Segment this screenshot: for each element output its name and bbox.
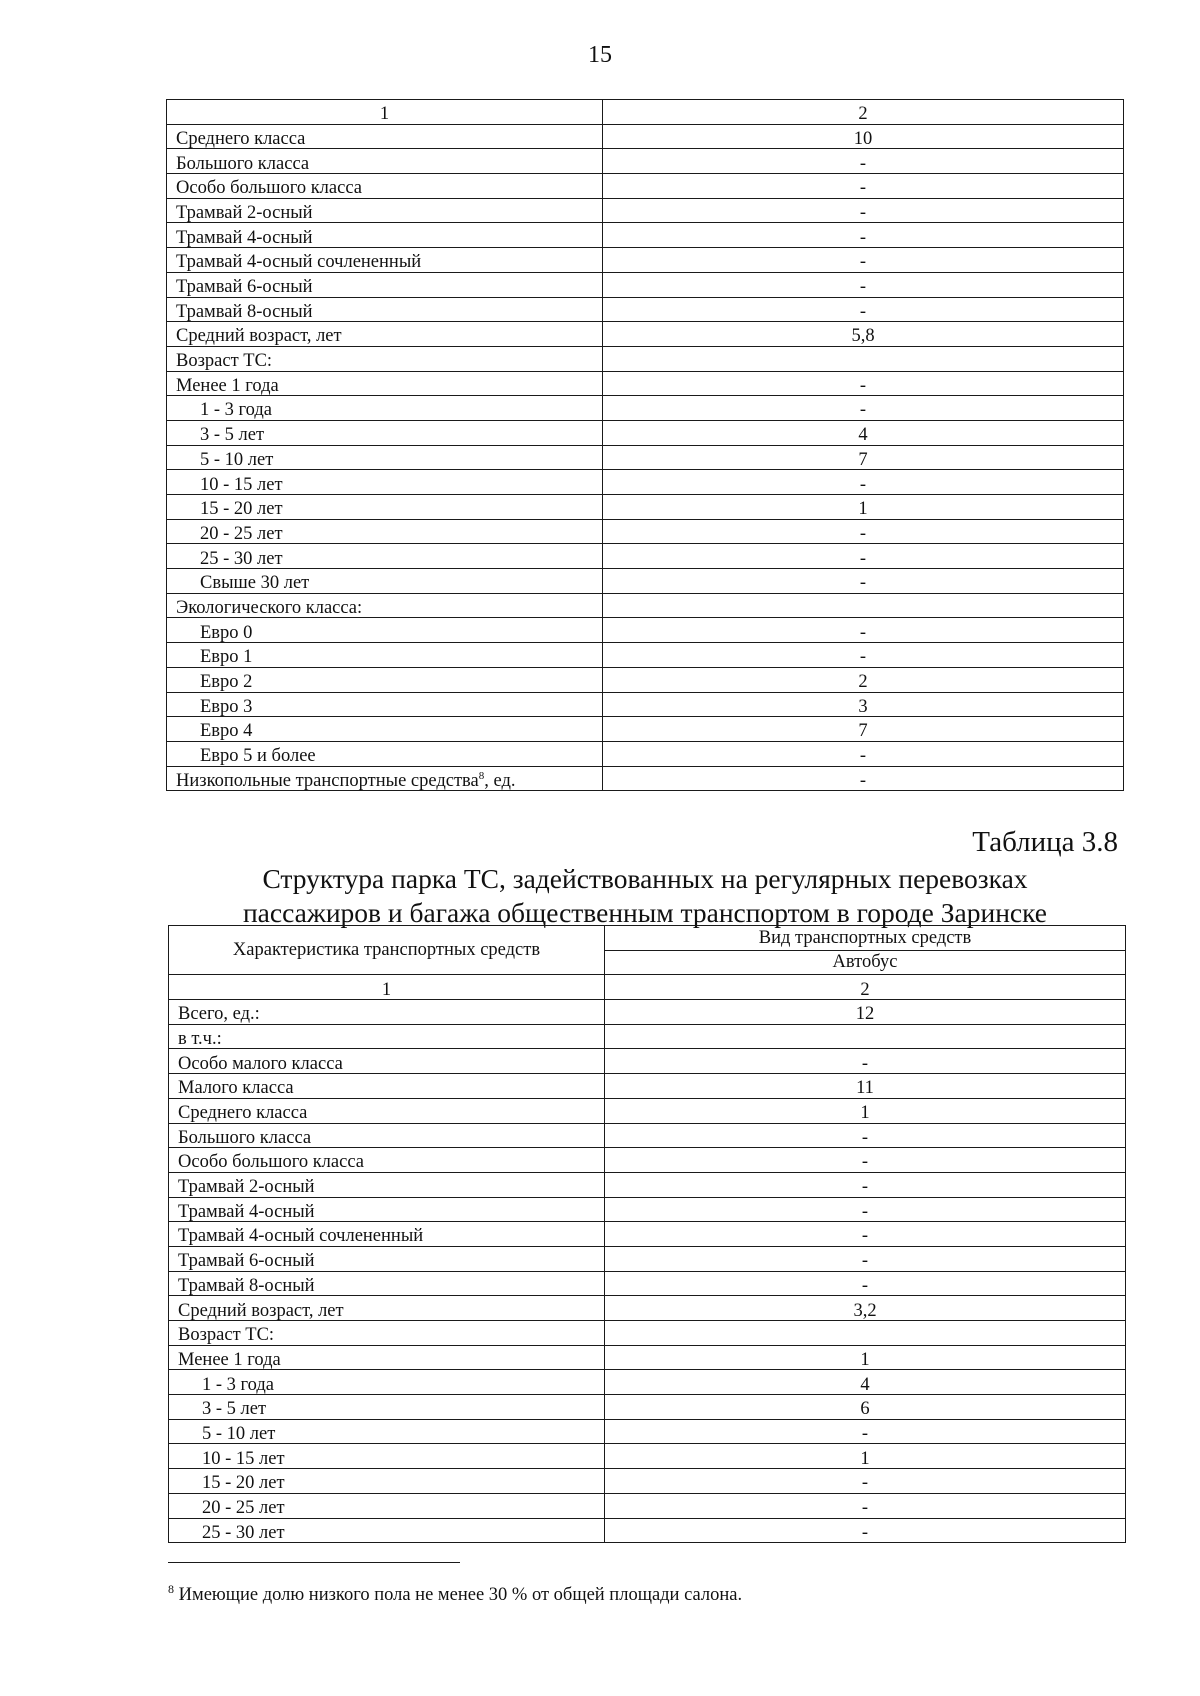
row-label (169, 975, 605, 1000)
row-label-text: Возраст ТС: (178, 1325, 275, 1346)
row-value: - (605, 1419, 1126, 1444)
row-value: 5,8 (603, 322, 1124, 347)
table-row (169, 1148, 1126, 1173)
header-bus: Автобус (605, 950, 1126, 975)
row-label (169, 1395, 605, 1420)
row-label (169, 1222, 605, 1247)
table-caption (150, 862, 1140, 930)
footnote-marker: 8 (168, 1582, 174, 1596)
row-label-text: Возраст ТС: (176, 351, 273, 372)
row-value: 10 (603, 124, 1124, 149)
row-value: 4 (603, 420, 1124, 445)
table-row (167, 692, 1124, 717)
row-value (603, 346, 1124, 371)
row-label-text: Средний возраст, лет (178, 1300, 344, 1321)
table-row (167, 396, 1124, 421)
vehicle-fleet-table-continued (166, 99, 1124, 791)
row-value: - (605, 1469, 1126, 1494)
row-label-text: Трамвай 4-осный сочлененный (178, 1226, 424, 1247)
caption-line: Структура парка ТС, задействованных на регулярных перевозках (262, 863, 1028, 894)
row-label (167, 544, 603, 569)
table-row (167, 495, 1124, 520)
table-row (167, 470, 1124, 495)
row-label-text: Евро 0 (200, 622, 253, 643)
row-value: - (605, 1049, 1126, 1074)
row-label-text: 1 (381, 979, 392, 1000)
row-label (167, 198, 603, 223)
row-label (169, 1271, 605, 1296)
table-row (167, 198, 1124, 223)
row-label-text: Средний возраст, лет (176, 326, 342, 347)
row-label (167, 420, 603, 445)
row-value: 2 (603, 100, 1124, 125)
row-value: - (605, 1123, 1126, 1148)
row-label (167, 371, 603, 396)
row-label (169, 1345, 605, 1370)
row-value: - (603, 741, 1124, 766)
row-value (605, 1321, 1126, 1346)
row-label (167, 149, 603, 174)
row-label (167, 124, 603, 149)
row-value: - (603, 569, 1124, 594)
row-label-text: 1 - 3 года (202, 1374, 275, 1395)
table-row (167, 223, 1124, 248)
row-label (169, 1024, 605, 1049)
table-row (167, 248, 1124, 273)
row-label (167, 519, 603, 544)
table-row (167, 272, 1124, 297)
row-label-text: Трамвай 2-осный (178, 1177, 315, 1198)
table-row (167, 643, 1124, 668)
table-number-label: Таблица 3.8 (972, 826, 1118, 858)
row-label (169, 1074, 605, 1099)
row-label-text: Евро 5 и более (200, 746, 316, 767)
row-label-text: Трамвай 4-осный сочлененный (176, 252, 422, 273)
row-value: - (603, 643, 1124, 668)
table-row (167, 519, 1124, 544)
row-label-text: 20 - 25 лет (200, 523, 283, 544)
row-label-text: в т.ч.: (178, 1028, 222, 1049)
row-label (169, 1370, 605, 1395)
row-label (169, 1296, 605, 1321)
table-row (169, 1419, 1126, 1444)
row-label (167, 297, 603, 322)
row-value: - (603, 470, 1124, 495)
table-row (169, 1518, 1126, 1543)
row-label (169, 1197, 605, 1222)
row-label-text: Трамвай 8-осный (176, 301, 313, 322)
row-label-text: Евро 3 (200, 696, 253, 717)
row-label-text: 5 - 10 лет (200, 449, 274, 470)
row-label (169, 1321, 605, 1346)
table-row (167, 322, 1124, 347)
row-label (169, 1172, 605, 1197)
table-row (167, 569, 1124, 594)
row-label (167, 569, 603, 594)
table-header-row (169, 926, 1126, 951)
row-value: - (603, 198, 1124, 223)
table-body (167, 100, 1124, 791)
row-label (167, 272, 603, 297)
row-value: - (603, 618, 1124, 643)
row-label-text: Среднего класса (178, 1103, 308, 1123)
row-label (167, 593, 603, 618)
table-row (167, 371, 1124, 396)
row-label-text: Трамвай 6-осный (176, 277, 313, 297)
table-row (169, 1469, 1126, 1494)
row-label (169, 1518, 605, 1543)
row-label (167, 643, 603, 668)
row-label-text: Большого класса (176, 153, 310, 174)
row-label-text: Менее 1 года (176, 375, 279, 396)
caption-line: пассажиров и багажа общественным транспортом в городе Заринске (242, 897, 1048, 928)
row-label (169, 1098, 605, 1123)
row-label-text: Большого класса (178, 1127, 312, 1148)
table-row (169, 1098, 1126, 1123)
row-label (169, 1049, 605, 1074)
row-label (169, 1444, 605, 1469)
footnote-text: Имеющие долю низкого пола не менее 30 % от общей площади салона. (178, 1585, 743, 1606)
table-row (169, 1123, 1126, 1148)
row-label-text: Всего, ед.: (178, 1004, 260, 1025)
header-characteristic: Характеристика транспортных средств (169, 926, 605, 975)
row-label (167, 174, 603, 199)
row-label-text: 1 - 3 года (200, 400, 273, 421)
row-label-text: Евро 4 (200, 721, 253, 742)
table-row (169, 1049, 1126, 1074)
row-value: 1 (605, 1098, 1126, 1123)
row-label-text: 5 - 10 лет (202, 1423, 276, 1444)
row-value: 6 (605, 1395, 1126, 1420)
table-row (169, 1370, 1126, 1395)
row-value: - (605, 1518, 1126, 1543)
row-label-text: Евро 1 (200, 647, 253, 668)
row-label (167, 100, 603, 125)
table-row (169, 1000, 1126, 1025)
table-row (167, 544, 1124, 569)
row-label-text: Среднего класса (176, 128, 306, 149)
row-value: 11 (605, 1074, 1126, 1099)
row-value: - (603, 223, 1124, 248)
row-value: - (603, 248, 1124, 273)
row-label (167, 495, 603, 520)
header-vehicle-type: Вид транспортных средств (605, 926, 1126, 951)
table-row (169, 1296, 1126, 1321)
row-label-text: Трамвай 2-осный (176, 202, 313, 223)
row-label (167, 396, 603, 421)
row-label (167, 717, 603, 742)
row-label-text: 25 - 30 лет (202, 1522, 285, 1543)
row-label (167, 223, 603, 248)
row-label (169, 1493, 605, 1518)
row-value: - (603, 149, 1124, 174)
row-label (169, 1419, 605, 1444)
row-value (605, 1024, 1126, 1049)
row-label-text: Свыше 30 лет (200, 573, 310, 594)
row-label-text: Экологического класса: (176, 597, 363, 618)
row-label (167, 445, 603, 470)
row-value: - (603, 766, 1124, 791)
row-label-text: 10 - 15 лет (200, 474, 283, 495)
row-label-text: Особо малого класса (178, 1053, 343, 1074)
row-value: - (605, 1493, 1126, 1518)
row-label-text: 15 - 20 лет (200, 499, 283, 520)
row-label (169, 1246, 605, 1271)
row-label-text: 1 (379, 104, 390, 125)
row-label (169, 1148, 605, 1173)
row-label-suffix: , ед. (484, 770, 516, 791)
row-label (167, 667, 603, 692)
table-row (167, 149, 1124, 174)
row-value: 7 (603, 445, 1124, 470)
row-label-text: 3 - 5 лет (200, 425, 265, 446)
table-row (169, 1197, 1126, 1222)
table-row (169, 1172, 1126, 1197)
row-label (167, 248, 603, 273)
row-value: - (603, 272, 1124, 297)
table-row (169, 1321, 1126, 1346)
footnote-divider (168, 1562, 460, 1563)
row-label-text: 15 - 20 лет (202, 1473, 285, 1494)
row-value: 1 (605, 1345, 1126, 1370)
row-value: - (603, 544, 1124, 569)
row-value: 2 (603, 667, 1124, 692)
row-value: - (603, 297, 1124, 322)
column-number-row (167, 100, 1124, 125)
table-row (167, 667, 1124, 692)
footnote-ref: 8 (478, 769, 485, 782)
row-label-text: Особо большого класса (176, 178, 362, 199)
table-row (169, 1074, 1126, 1099)
footnote (168, 1582, 742, 1606)
row-label (167, 322, 603, 347)
table-row (169, 1395, 1126, 1420)
table-row (169, 1024, 1126, 1049)
row-value: 1 (605, 1444, 1126, 1469)
row-value: 2 (605, 975, 1126, 1000)
row-value: - (605, 1222, 1126, 1247)
row-label (169, 1123, 605, 1148)
row-value: - (605, 1271, 1126, 1296)
row-label (169, 1469, 605, 1494)
row-label-text: Низкопольные транспортные средства (176, 770, 479, 791)
row-value: 3,2 (605, 1296, 1126, 1321)
row-label-text: 10 - 15 лет (202, 1448, 285, 1469)
row-value: - (605, 1197, 1126, 1222)
row-label (167, 766, 603, 791)
row-label-text: 25 - 30 лет (200, 548, 283, 569)
table-row (167, 124, 1124, 149)
table-row (167, 445, 1124, 470)
row-label (167, 692, 603, 717)
row-label (167, 346, 603, 371)
row-label (169, 1000, 605, 1025)
row-value: - (603, 519, 1124, 544)
row-value: 7 (603, 717, 1124, 742)
table-row (167, 593, 1124, 618)
row-label-text: Трамвай 6-осный (178, 1251, 315, 1272)
table-row (167, 618, 1124, 643)
row-label-text: Трамвай 4-осный (176, 227, 313, 248)
table-body (169, 975, 1126, 1543)
row-value (603, 593, 1124, 618)
table-row (167, 297, 1124, 322)
table-row (169, 1222, 1126, 1247)
row-value: - (603, 396, 1124, 421)
row-value: - (603, 174, 1124, 199)
table-row (169, 1246, 1126, 1271)
row-label-text: Трамвай 8-осный (178, 1275, 315, 1296)
page-number: 15 (588, 42, 612, 68)
table-row (167, 174, 1124, 199)
table-row (167, 346, 1124, 371)
row-label-text: Малого класса (178, 1078, 294, 1099)
row-value: 3 (603, 692, 1124, 717)
row-value: - (605, 1148, 1126, 1173)
table-row (167, 741, 1124, 766)
row-value: - (603, 371, 1124, 396)
row-value: 4 (605, 1370, 1126, 1395)
table-row (169, 1444, 1126, 1469)
table-row (167, 420, 1124, 445)
row-label (167, 470, 603, 495)
table-row (169, 1493, 1126, 1518)
row-label (167, 618, 603, 643)
table-row (167, 766, 1124, 791)
row-value: 12 (605, 1000, 1126, 1025)
table-row (169, 1271, 1126, 1296)
row-label-text: Менее 1 года (178, 1349, 281, 1370)
column-number-row (169, 975, 1126, 1000)
row-label-text: Евро 2 (200, 672, 253, 692)
vehicle-fleet-structure-table (168, 925, 1126, 1543)
row-label-text: Трамвай 4-осный (178, 1201, 315, 1222)
row-label (167, 741, 603, 766)
table-row (169, 1345, 1126, 1370)
row-label-text: 20 - 25 лет (202, 1498, 285, 1518)
row-value: - (605, 1172, 1126, 1197)
row-value: - (605, 1246, 1126, 1271)
table-row (167, 717, 1124, 742)
row-label-text: Особо большого класса (178, 1152, 364, 1173)
row-label-text: 3 - 5 лет (202, 1399, 267, 1420)
table-header (169, 926, 1126, 975)
row-value: 1 (603, 495, 1124, 520)
